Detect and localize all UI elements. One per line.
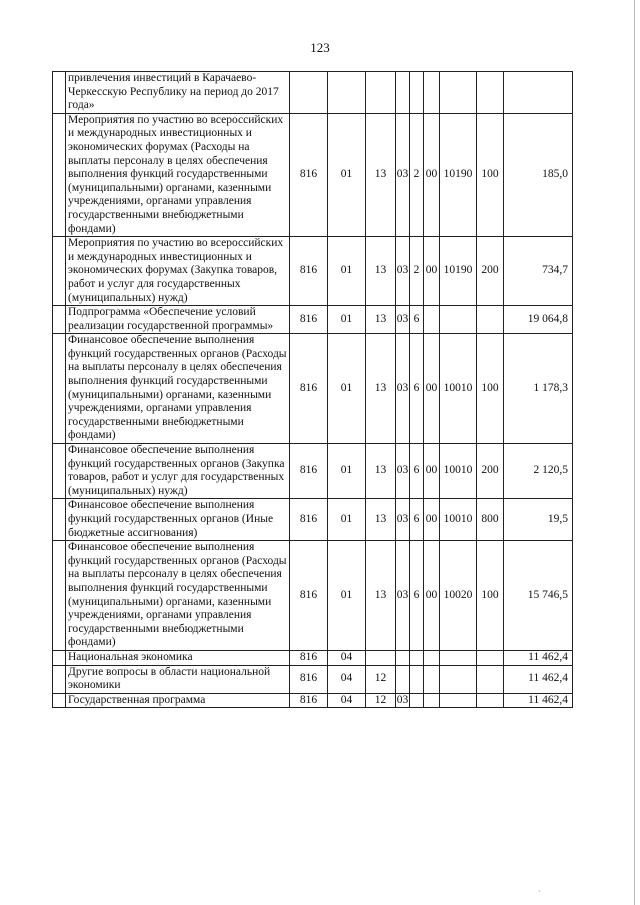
direction-code-cell <box>440 650 477 665</box>
blank-cell <box>53 541 66 651</box>
item-name-cell: Государственная программа <box>66 693 290 708</box>
blank-cell <box>53 113 66 236</box>
amount-cell: 2 120,5 <box>504 444 573 499</box>
ved-code-cell: 816 <box>290 113 328 236</box>
direction-code-cell <box>440 306 477 334</box>
subprogram-code-cell: 6 <box>410 541 424 651</box>
subprogram-code-cell <box>410 693 424 708</box>
expense-type-cell <box>477 72 504 114</box>
event-code-cell <box>424 693 440 708</box>
amount-cell: 19,5 <box>504 499 573 541</box>
table-row <box>53 665 573 693</box>
subsection-code-cell: 13 <box>366 306 396 334</box>
subprogram-code-cell: 6 <box>410 444 424 499</box>
program-code-cell <box>396 650 410 665</box>
expense-type-cell: 200 <box>477 444 504 499</box>
program-code-cell: 03 <box>396 113 410 236</box>
subsection-code-cell <box>366 72 396 114</box>
expense-type-cell <box>477 693 504 708</box>
event-code-cell <box>424 306 440 334</box>
subprogram-code-cell <box>410 665 424 693</box>
table-row <box>53 693 573 708</box>
direction-code-cell: 10020 <box>440 541 477 651</box>
ved-code-cell: 816 <box>290 650 328 665</box>
table-row <box>53 444 573 499</box>
expense-type-cell: 100 <box>477 113 504 236</box>
program-code-cell: 03 <box>396 541 410 651</box>
blank-cell <box>53 693 66 708</box>
blank-cell <box>53 72 66 114</box>
expense-type-cell <box>477 306 504 334</box>
subsection-code-cell: 13 <box>366 113 396 236</box>
amount-cell: 734,7 <box>504 237 573 306</box>
event-code-cell <box>424 650 440 665</box>
blank-cell <box>53 334 66 444</box>
table-row <box>53 237 573 306</box>
item-name-cell: Финансовое обеспечение выполнения функций государственных органов (Закупка товаров, работ и услуг для государственных (муниципальных) нужд) <box>66 444 290 499</box>
scan-mark: ˎ <box>538 882 541 892</box>
program-code-cell: 03 <box>396 237 410 306</box>
item-name-cell: Финансовое обеспечение выполнения функций государственных органов (Расходы на выплаты персоналу в целях обеспечения выполнения функций государственными (муниципальными) органами, казенными учреждениями, органами управления государственными внебюджетными фондами) <box>66 334 290 444</box>
subprogram-code-cell: 2 <box>410 237 424 306</box>
subprogram-code-cell: 6 <box>410 334 424 444</box>
subsection-code-cell: 13 <box>366 237 396 306</box>
subprogram-code-cell: 6 <box>410 499 424 541</box>
subprogram-code-cell: 2 <box>410 113 424 236</box>
item-name-cell: Финансовое обеспечение выполнения функций государственных органов (Расходы на выплаты персоналу в целях обеспечения выполнения функций государственными (муниципальными) органами, казенными учреждениями, органами управления государственными внебюджетными фондами) <box>66 541 290 651</box>
section-code-cell: 01 <box>328 113 366 236</box>
amount-cell: 1 178,3 <box>504 334 573 444</box>
subprogram-code-cell <box>410 72 424 114</box>
expense-type-cell: 100 <box>477 334 504 444</box>
direction-code-cell <box>440 72 477 114</box>
direction-code-cell: 10010 <box>440 334 477 444</box>
amount-cell: 11 462,4 <box>504 650 573 665</box>
event-code-cell: 00 <box>424 334 440 444</box>
blank-cell <box>53 650 66 665</box>
direction-code-cell <box>440 665 477 693</box>
item-name-cell: Подпрограмма «Обеспечение условий реализации государственной программы» <box>66 306 290 334</box>
event-code-cell: 00 <box>424 113 440 236</box>
item-name-cell: Национальная экономика <box>66 650 290 665</box>
direction-code-cell: 10010 <box>440 499 477 541</box>
blank-cell <box>53 237 66 306</box>
program-code-cell: 03 <box>396 499 410 541</box>
amount-cell: 19 064,8 <box>504 306 573 334</box>
ved-code-cell: 816 <box>290 306 328 334</box>
program-code-cell: 03 <box>396 444 410 499</box>
ved-code-cell: 816 <box>290 693 328 708</box>
subsection-code-cell: 13 <box>366 334 396 444</box>
ved-code-cell: 816 <box>290 541 328 651</box>
expense-type-cell: 800 <box>477 499 504 541</box>
budget-table <box>52 71 573 708</box>
item-name-cell: Другие вопросы в области национальной экономики <box>66 665 290 693</box>
amount-cell: 185,0 <box>504 113 573 236</box>
event-code-cell: 00 <box>424 541 440 651</box>
ved-code-cell: 816 <box>290 499 328 541</box>
section-code-cell: 01 <box>328 334 366 444</box>
expense-type-cell <box>477 650 504 665</box>
section-code-cell: 01 <box>328 541 366 651</box>
blank-cell <box>53 499 66 541</box>
section-code-cell: 01 <box>328 444 366 499</box>
subsection-code-cell: 13 <box>366 499 396 541</box>
event-code-cell: 00 <box>424 237 440 306</box>
section-code-cell <box>328 72 366 114</box>
item-name-cell: привлечения инвестиций в Карачаево-Черкесскую Республику на период до 2017 года» <box>66 72 290 114</box>
section-code-cell: 04 <box>328 650 366 665</box>
item-name-cell: Финансовое обеспечение выполнения функций государственных органов (Иные бюджетные ассигнования) <box>66 499 290 541</box>
direction-code-cell: 10190 <box>440 113 477 236</box>
subsection-code-cell: 12 <box>366 693 396 708</box>
program-code-cell <box>396 72 410 114</box>
program-code-cell: 03 <box>396 334 410 444</box>
direction-code-cell: 10190 <box>440 237 477 306</box>
program-code-cell: 03 <box>396 693 410 708</box>
expense-type-cell: 100 <box>477 541 504 651</box>
item-name-cell: Мероприятия по участию во всероссийских и международных инвестиционных и экономических форумах (Расходы на выплаты персоналу в целях обеспечения выполнения функций государственными (муниципальными) органами, казенными учреждениями, органами управления государственными внебюджетными фондами) <box>66 113 290 236</box>
direction-code-cell <box>440 693 477 708</box>
amount-cell: 11 462,4 <box>504 693 573 708</box>
blank-cell <box>53 665 66 693</box>
page-number: 123 <box>310 40 330 55</box>
section-code-cell: 04 <box>328 665 366 693</box>
table-row <box>53 541 573 651</box>
amount-cell <box>504 72 573 114</box>
table-row <box>53 650 573 665</box>
event-code-cell <box>424 665 440 693</box>
ved-code-cell: 816 <box>290 665 328 693</box>
table-row <box>53 113 573 236</box>
subsection-code-cell: 12 <box>366 665 396 693</box>
expense-type-cell <box>477 665 504 693</box>
amount-cell: 15 746,5 <box>504 541 573 651</box>
expense-type-cell: 200 <box>477 237 504 306</box>
table-row <box>53 306 573 334</box>
program-code-cell: 03 <box>396 306 410 334</box>
section-code-cell: 01 <box>328 237 366 306</box>
section-code-cell: 01 <box>328 499 366 541</box>
blank-cell <box>53 306 66 334</box>
subprogram-code-cell <box>410 650 424 665</box>
section-code-cell: 01 <box>328 306 366 334</box>
table-row <box>53 334 573 444</box>
event-code-cell: 00 <box>424 444 440 499</box>
item-name-cell: Мероприятия по участию во всероссийских и международных инвестиционных и экономических форумах (Закупка товаров, работ и услуг для государственных (муниципальных) нужд) <box>66 237 290 306</box>
blank-cell <box>53 444 66 499</box>
section-code-cell: 04 <box>328 693 366 708</box>
subprogram-code-cell: 6 <box>410 306 424 334</box>
subsection-code-cell: 13 <box>366 541 396 651</box>
table-row <box>53 499 573 541</box>
program-code-cell <box>396 665 410 693</box>
ved-code-cell: 816 <box>290 334 328 444</box>
ved-code-cell <box>290 72 328 114</box>
direction-code-cell: 10010 <box>440 444 477 499</box>
ved-code-cell: 816 <box>290 444 328 499</box>
amount-cell: 11 462,4 <box>504 665 573 693</box>
table-body <box>53 72 573 708</box>
event-code-cell <box>424 72 440 114</box>
table-row <box>53 72 573 114</box>
subsection-code-cell: 13 <box>366 444 396 499</box>
event-code-cell: 00 <box>424 499 440 541</box>
page-edge-line <box>634 0 635 905</box>
subsection-code-cell <box>366 650 396 665</box>
ved-code-cell: 816 <box>290 237 328 306</box>
